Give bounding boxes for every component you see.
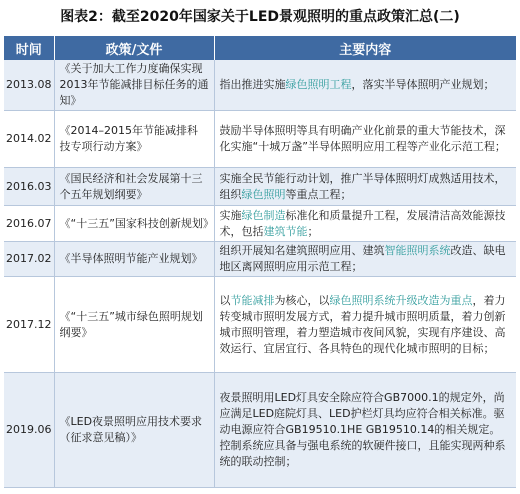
- highlight-text: 绿色照明系统升级改造为重点: [329, 293, 473, 307]
- highlight-text: 绿色照明工程: [285, 78, 352, 91]
- content-text: 等重点工程；: [285, 187, 352, 201]
- highlight-text: 节能减排: [230, 293, 275, 307]
- cell-policy: 《国民经济和社会发展第十三个五年规划纲要》: [54, 168, 214, 206]
- table-row: [4, 111, 516, 168]
- cell-time: 2017.02: [4, 242, 54, 277]
- content-text: ，落实半导体照明产业规划；: [351, 78, 495, 91]
- highlight-text: 智能照明系统: [384, 244, 451, 257]
- content-text: ；: [307, 224, 319, 238]
- cell-policy: 《“十三五”城市绿色照明规划纲要》: [54, 277, 214, 373]
- cell-time: 2019.06: [4, 373, 54, 488]
- content-text: 组织开展知名建筑照明应用、建筑: [219, 244, 385, 257]
- content-text: 为核心，以: [274, 293, 330, 307]
- policy-table: [4, 36, 516, 488]
- content-text: 鼓励半导体照明等具有明确产业化前景的重大节能技术，深化实施“十城万盏”半导体照明应用工程等产业化示范工程；: [219, 124, 506, 153]
- cell-content: [214, 206, 516, 242]
- highlight-text: 绿色制造: [241, 208, 286, 222]
- content-text: 指出推进实施: [219, 78, 286, 91]
- header-content: 主要内容: [214, 36, 516, 60]
- cell-content: [214, 242, 516, 277]
- cell-time: 2014.02: [4, 111, 54, 168]
- header-policy: 政策/文件: [54, 36, 214, 60]
- table-body: [4, 60, 516, 488]
- content-text: ，着力转变城市照明发展方式，着力提升城市照明质量，着力创新城市照明管理，着力塑造城市夜间风貌，实现有序建设、高效运行、宜居宜行、各具特色的现代化城市照明的目标；: [219, 293, 506, 355]
- highlight-text: 绿色照明: [241, 187, 286, 201]
- cell-content: [214, 111, 516, 168]
- content-text: 夜景照明用LED灯具安全除应符合GB7000.1的规定外，尚应满足LED庭院灯具、LED护栏灯具均应符合相关标准。驱动电源应符合GB19510.1HE GB19510.14的相关规定。控制系统应具备与强电系统的软硬件接口，且能实现两种系统的联动控制；: [219, 391, 506, 468]
- figure-title: 图表2：截至2020年国家关于LED景观照明的重点政策汇总(二): [60, 9, 460, 25]
- table-row: [4, 168, 516, 206]
- content-text: 以: [219, 293, 231, 307]
- cell-content: [214, 60, 516, 111]
- cell-content: [214, 277, 516, 373]
- table-row: [4, 242, 516, 277]
- cell-policy: 《LED夜景照明应用技术要求（征求意见稿）》: [54, 373, 214, 488]
- content-text: 实施: [219, 208, 242, 222]
- cell-policy: 《“十三五”国家科技创新规划》: [54, 206, 214, 242]
- cell-time: 2016.07: [4, 206, 54, 242]
- highlight-text: 建筑节能: [263, 224, 308, 238]
- cell-time: 2017.12: [4, 277, 54, 373]
- cell-policy: 《2014–2015年节能减排科技专项行动方案》: [54, 111, 214, 168]
- content-text: 实施全民节能行动计划，推广半导体照明灯成熟适用技术，组织: [219, 171, 506, 201]
- cell-policy: 《关于加大工作力度确保实现2013年节能减排目标任务的通知》: [54, 60, 214, 111]
- cell-content: [214, 168, 516, 206]
- header-time: 时间: [4, 36, 54, 60]
- cell-content: [214, 373, 516, 488]
- table-row: [4, 373, 516, 488]
- cell-time: 2016.03: [4, 168, 54, 206]
- table-row: [4, 277, 516, 373]
- cell-time: 2013.08: [4, 60, 54, 111]
- table-row: [4, 206, 516, 242]
- content-text: 改造、缺电地区离网照明应用示范工程；: [219, 244, 506, 273]
- content-text: 标准化和质量提升工程，发展清洁高效能源技术，包括: [219, 208, 506, 238]
- table-header-row: [4, 36, 516, 60]
- table-row: [4, 60, 516, 111]
- cell-policy: 《半导体照明节能产业规划》: [54, 242, 214, 277]
